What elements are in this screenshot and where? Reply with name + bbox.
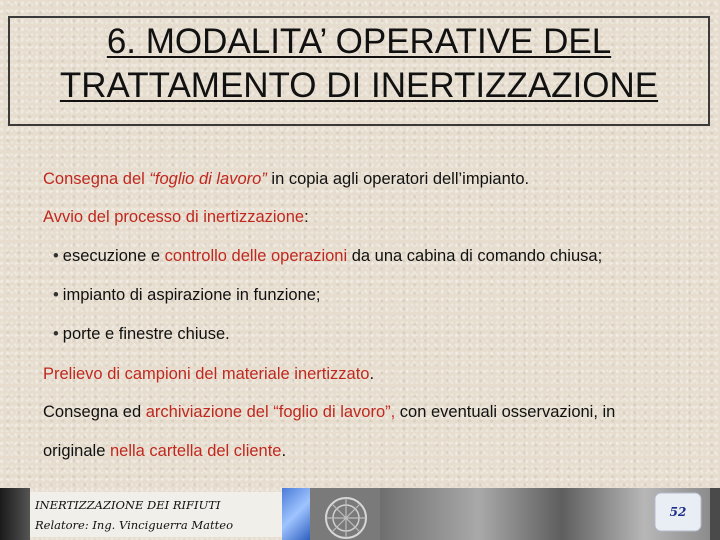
p4-text-c: con eventuali osservazioni, in (395, 403, 616, 421)
b3-text: porte e finestre chiuse. (62, 325, 230, 343)
slide-title (8, 20, 710, 108)
p3-period: . (369, 365, 375, 383)
paragraph-avvio (43, 208, 309, 227)
footer-caption (30, 492, 282, 537)
title-line-1: 6. MODALITA’ OPERATIVE DEL (106, 22, 612, 61)
paragraph-consegna (43, 170, 529, 189)
p3-text-a: Prelievo di campioni del materiale inertizzato (43, 365, 370, 383)
bullet-aspirazione (53, 286, 321, 305)
bullet-esecuzione (53, 247, 602, 266)
bullet-dot: • (53, 286, 59, 304)
fullerene-icon (310, 488, 380, 540)
bullet-dot: • (53, 247, 59, 265)
p2-text-a: Avvio del processo di inertizzazione (43, 208, 305, 226)
paragraph-originale (43, 442, 286, 461)
b1-text-a: esecuzione e (62, 247, 165, 265)
b2-text: impianto di aspirazione in funzione; (62, 286, 321, 304)
p1-text-a: Consegna del (43, 170, 150, 188)
b1-text-c: da una cabina di comando chiusa; (347, 247, 603, 265)
p4-text-a: Consegna ed (43, 403, 146, 421)
footer-course-title: INERTIZZAZIONE DEI RIFIUTI (35, 498, 221, 512)
bullet-porte (53, 325, 230, 344)
p5-text-a: originale (43, 442, 110, 460)
b1-text-b: controllo delle operazioni (164, 247, 348, 265)
p1-foglio-lavoro: “foglio di lavoro” (149, 170, 267, 188)
page-number: 52 (669, 505, 687, 519)
title-line-2: TRATTAMENTO DI INERTIZZAZIONE (59, 66, 659, 105)
footer-speaker: Relatore: Ing. Vinciguerra Matteo (35, 518, 233, 532)
paragraph-prelievo (43, 365, 374, 384)
footer-image-dark (0, 488, 30, 540)
paragraph-archiviazione (43, 403, 615, 422)
footer-image-blue (282, 488, 310, 540)
p5-period: . (281, 442, 287, 460)
p4-text-b: archiviazione del “foglio di lavoro”, (145, 403, 396, 421)
p5-text-b: nella cartella del cliente (109, 442, 282, 460)
footer-image-fullerene (310, 488, 380, 540)
p2-colon: : (304, 208, 309, 226)
footer-edge (710, 488, 720, 540)
p1-text-c: in copia agli operatori dell’impianto. (266, 170, 530, 188)
bullet-dot: • (53, 325, 59, 343)
